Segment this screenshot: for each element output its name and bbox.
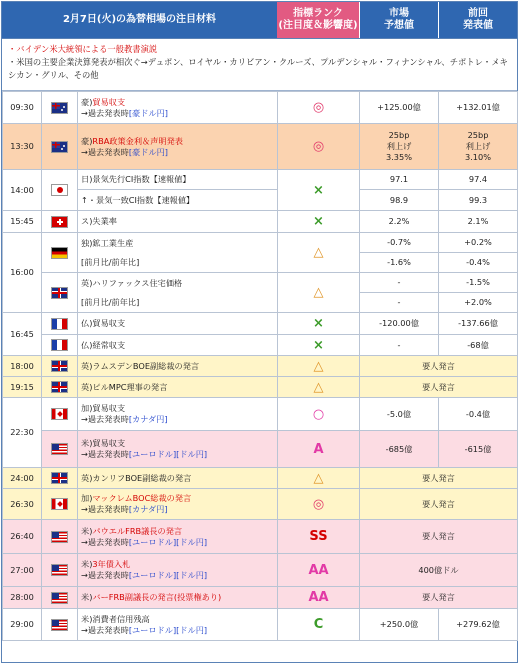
rank-cell: AA xyxy=(278,587,360,609)
previous-cell: -1.5% xyxy=(439,273,518,293)
event-name: マックレムBOC総裁の発言 xyxy=(92,493,192,503)
rank-cell: △ xyxy=(278,273,360,313)
event-name: 英)ラムスデンBOE副総裁の発言 xyxy=(78,356,278,377)
table-row xyxy=(3,489,518,520)
expected-line-1: 25bp xyxy=(388,130,410,140)
expected-cell: -1.6% xyxy=(360,253,439,273)
event-sub: [前月比/前年比] xyxy=(81,296,140,307)
rank-cell: C xyxy=(278,609,360,641)
event-name: 日)景気先行CI指数【速報値】 xyxy=(78,170,278,190)
header-rank-label: 指標ランク xyxy=(293,8,343,19)
expected-cell xyxy=(360,124,439,170)
expected-line-3: 3.35% xyxy=(385,152,412,162)
time-cell: 09:30 xyxy=(3,92,42,124)
previous-line-2: 利上げ xyxy=(465,141,491,151)
event-country: 米) xyxy=(81,438,93,448)
expected-cell: -0.7% xyxy=(360,233,439,253)
previous-cell: +2.0% xyxy=(439,293,518,313)
table-row xyxy=(3,170,518,190)
expected-cell: -120.00億 xyxy=(360,313,439,335)
event-cell xyxy=(78,489,278,520)
event-name: 貿易収支 xyxy=(92,403,126,413)
australia-flag-icon xyxy=(42,92,78,124)
past-release-link[interactable]: →過去発表時 xyxy=(81,624,129,635)
event-cell xyxy=(78,233,278,273)
header-previous-sub: 発表値 xyxy=(463,20,493,31)
previous-cell: +0.2% xyxy=(439,233,518,253)
time-cell: 27:00 xyxy=(3,554,42,587)
past-currency-link[interactable]: [ユーロドル][ドル円] xyxy=(128,449,208,459)
table-row xyxy=(3,233,518,253)
time-cell: 26:30 xyxy=(3,489,42,520)
usa-flag-icon xyxy=(42,520,78,554)
header-title: 2月7日(火)の為替相場の注目材料 xyxy=(2,2,277,38)
expected-cell: 98.9 xyxy=(360,190,439,211)
past-release-link[interactable]: →過去発表時 xyxy=(81,536,129,547)
event-cell xyxy=(78,124,278,170)
previous-cell: -615億 xyxy=(439,431,518,468)
previous-cell: -0.4億 xyxy=(439,398,518,431)
canada-flag-icon xyxy=(42,398,78,431)
event-country: 加) xyxy=(81,403,93,413)
previous-cell xyxy=(439,124,518,170)
previous-cell: -68億 xyxy=(439,335,518,356)
australia-flag-icon xyxy=(42,124,78,170)
merged-value-cell: 要人発言 xyxy=(360,468,518,489)
past-currency-link[interactable]: [カナダ円] xyxy=(128,414,168,424)
past-currency-link[interactable]: [豪ドル円] xyxy=(128,107,168,118)
japan-flag-icon xyxy=(42,170,78,211)
merged-value-cell: 要人発言 xyxy=(360,520,518,554)
event-name: パウエルFRB議長の発言 xyxy=(92,525,183,536)
event-name: 貿易収支 xyxy=(92,438,126,448)
time-cell: 18:00 xyxy=(3,356,42,377)
table-row xyxy=(3,124,518,170)
past-currency-link[interactable]: [ユーロドル][ドル円] xyxy=(128,570,208,580)
table-row xyxy=(3,587,518,609)
note-line-1: ・バイデン米大統領による一般教書演説 xyxy=(8,44,158,54)
uk-flag-icon xyxy=(42,468,78,489)
event-name: バーFRB副議長の発言(投票権あり) xyxy=(92,592,222,602)
previous-cell: 2.1% xyxy=(439,211,518,233)
event-country: 米) xyxy=(81,592,93,602)
previous-cell: 99.3 xyxy=(439,190,518,211)
time-cell: 19:15 xyxy=(3,377,42,398)
usa-flag-icon xyxy=(42,609,78,641)
usa-flag-icon xyxy=(42,431,78,468)
event-cell xyxy=(78,92,278,124)
header-expected-label: 市場 xyxy=(389,8,409,19)
time-cell: 22:30 xyxy=(3,398,42,468)
time-cell: 16:45 xyxy=(3,313,42,356)
rank-cell: × xyxy=(278,211,360,233)
event-cell xyxy=(78,554,278,587)
table-row xyxy=(3,335,518,356)
usa-flag-icon xyxy=(42,587,78,609)
past-currency-link[interactable]: [カナダ円] xyxy=(128,504,168,514)
previous-cell: 97.4 xyxy=(439,170,518,190)
expected-cell: +250.0億 xyxy=(360,609,439,641)
event-name: 仏)貿易収支 xyxy=(78,313,278,335)
event-country: 豪) xyxy=(81,135,93,146)
event-cell xyxy=(78,609,278,641)
past-currency-link[interactable]: [ユーロドル][ドル円] xyxy=(128,624,208,635)
rank-cell: AA xyxy=(278,554,360,587)
expected-cell: - xyxy=(360,335,439,356)
header-previous xyxy=(438,2,517,38)
expected-cell: -685億 xyxy=(360,431,439,468)
past-release-link[interactable]: →過去発表時 xyxy=(81,570,129,580)
expected-line-2: 利上げ xyxy=(386,141,412,151)
time-cell: 26:40 xyxy=(3,520,42,554)
header-expected xyxy=(359,2,438,38)
event-cell xyxy=(78,273,278,313)
rank-cell: × xyxy=(278,170,360,211)
event-country: 豪) xyxy=(81,96,93,107)
header-rank xyxy=(277,2,359,38)
event-name: 英)ピルMPC理事の発言 xyxy=(78,377,278,398)
rank-cell: ◎ xyxy=(278,92,360,124)
merged-value-cell: 400億ドル xyxy=(360,554,518,587)
previous-cell: +279.62億 xyxy=(439,609,518,641)
rank-cell: A xyxy=(278,431,360,468)
past-release-link[interactable]: →過去発表時 xyxy=(81,107,129,118)
event-name: 英)カンリフBOE副総裁の発言 xyxy=(78,468,278,489)
uk-flag-icon xyxy=(42,377,78,398)
event-cell xyxy=(78,398,278,431)
event-name: 貿易収支 xyxy=(92,96,126,107)
time-cell: 29:00 xyxy=(3,609,42,641)
event-name: ス)失業率 xyxy=(78,211,278,233)
event-cell xyxy=(78,587,278,609)
table-header xyxy=(2,2,517,39)
previous-line-1: 25bp xyxy=(467,130,489,140)
event-name: 英)ハリファックス住宅価格 xyxy=(81,277,183,288)
germany-flag-icon xyxy=(42,233,78,273)
header-rank-sub: (注目度＆影響度) xyxy=(278,20,358,31)
notes xyxy=(2,39,517,91)
previous-cell: -0.4% xyxy=(439,253,518,273)
table-row xyxy=(3,190,518,211)
header-previous-label: 前回 xyxy=(468,8,488,19)
merged-value-cell: 要人発言 xyxy=(360,587,518,609)
uk-flag-icon xyxy=(42,356,78,377)
note-line-2: ・米国の主要企業決算発表が相次ぐ→デュポン、ロイヤル・カリビアン・クルーズ、プルデンシャル・フィナンシャル、チポトレ・メキシカン・グリル、その他 xyxy=(8,57,508,80)
previous-cell: +132.01億 xyxy=(439,92,518,124)
rank-cell: × xyxy=(278,313,360,335)
expected-cell: -5.0億 xyxy=(360,398,439,431)
table-row xyxy=(3,273,518,293)
past-release-link[interactable]: →過去発表時 xyxy=(81,504,129,514)
france-flag-icon xyxy=(42,335,78,356)
event-name: RBA政策金利＆声明発表 xyxy=(92,135,183,146)
rank-cell: ○ xyxy=(278,398,360,431)
time-cell: 16:00 xyxy=(3,233,42,313)
table-row xyxy=(3,377,518,398)
usa-flag-icon xyxy=(42,554,78,587)
time-cell: 15:45 xyxy=(3,211,42,233)
event-cell xyxy=(78,431,278,468)
rank-cell: △ xyxy=(278,233,360,273)
event-cell xyxy=(78,520,278,554)
table-row xyxy=(3,313,518,335)
merged-value-cell: 要人発言 xyxy=(360,489,518,520)
time-cell: 13:30 xyxy=(3,124,42,170)
table-row xyxy=(3,211,518,233)
rank-cell: ◎ xyxy=(278,124,360,170)
events-table xyxy=(2,91,518,641)
rank-cell: × xyxy=(278,335,360,356)
calendar-panel xyxy=(1,1,518,663)
previous-line-3: 3.10% xyxy=(464,152,491,162)
rank-cell: △ xyxy=(278,468,360,489)
merged-value-cell: 要人発言 xyxy=(360,377,518,398)
table-row xyxy=(3,520,518,554)
time-cell: 24:00 xyxy=(3,468,42,489)
past-currency-link[interactable]: [豪ドル円] xyxy=(128,146,168,157)
expected-cell: - xyxy=(360,273,439,293)
past-release-link[interactable]: →過去発表時 xyxy=(81,414,129,424)
table-row xyxy=(3,356,518,377)
time-cell: 28:00 xyxy=(3,587,42,609)
past-release-link[interactable]: →過去発表時 xyxy=(81,146,129,157)
past-release-link[interactable]: →過去発表時 xyxy=(81,449,129,459)
event-sub: [前月比/前年比] xyxy=(81,256,140,267)
merged-value-cell: 要人発言 xyxy=(360,356,518,377)
table-row xyxy=(3,398,518,431)
previous-cell: -137.66億 xyxy=(439,313,518,335)
table-row xyxy=(3,431,518,468)
expected-cell: - xyxy=(360,293,439,313)
event-country: 米) xyxy=(81,525,93,536)
table-row xyxy=(3,92,518,124)
event-country: 加) xyxy=(81,493,93,503)
header-expected-sub: 予想値 xyxy=(384,20,414,31)
table-row xyxy=(3,554,518,587)
event-country: 米) xyxy=(81,559,93,569)
expected-cell: 97.1 xyxy=(360,170,439,190)
expected-cell: +125.00億 xyxy=(360,92,439,124)
past-currency-link[interactable]: [ユーロドル][ドル円] xyxy=(128,536,208,547)
rank-cell: △ xyxy=(278,356,360,377)
switzerland-flag-icon xyxy=(42,211,78,233)
table-row xyxy=(3,468,518,489)
rank-cell: △ xyxy=(278,377,360,398)
time-cell: 14:00 xyxy=(3,170,42,211)
uk-flag-icon xyxy=(42,273,78,313)
rank-cell: ◎ xyxy=(278,489,360,520)
event-name: 独)鉱工業生産 xyxy=(81,237,134,248)
event-name: 3年債入札 xyxy=(92,559,131,569)
event-name: 仏)経常収支 xyxy=(78,335,278,356)
event-name: 米)消費者信用残高 xyxy=(81,613,150,624)
rank-cell: SS xyxy=(278,520,360,554)
france-flag-icon xyxy=(42,313,78,335)
expected-cell: 2.2% xyxy=(360,211,439,233)
canada-flag-icon xyxy=(42,489,78,520)
event-name: ↑・景気一致CI指数【速報値】 xyxy=(78,190,278,211)
table-row xyxy=(3,609,518,641)
